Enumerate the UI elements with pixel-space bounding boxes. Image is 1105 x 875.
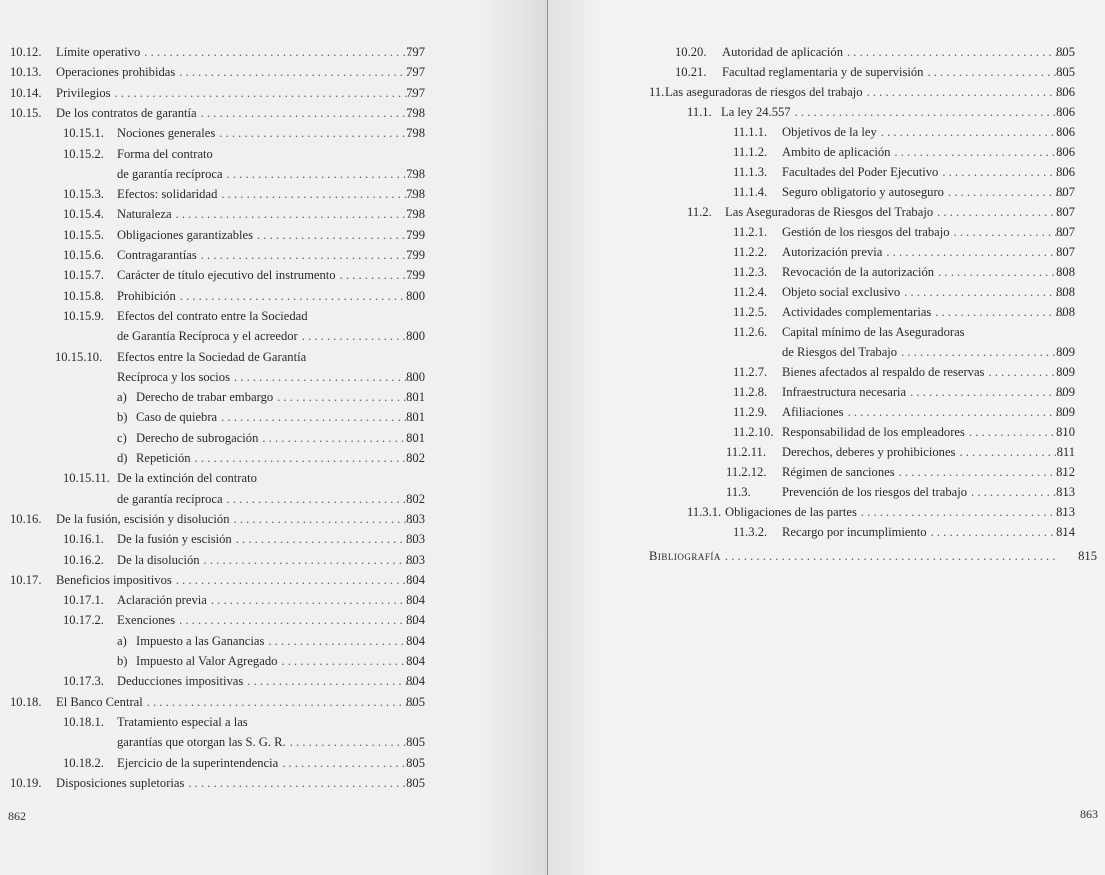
toc-entry-number: a): [117, 390, 127, 404]
toc-entry-number: 10.17.: [10, 573, 42, 587]
toc-entry-title: La ley 24.557: [721, 105, 791, 119]
toc-entry[interactable]: [548, 502, 1088, 522]
toc-entry-page: 800: [406, 289, 425, 303]
toc-entry-page: 807: [1056, 225, 1075, 239]
toc-entry-page: 799: [406, 248, 425, 262]
toc-entry-title: Obligaciones garantizables: [117, 228, 254, 242]
toc-entry-title-continued: de Garantía Recíproca y el acreedor: [117, 329, 298, 343]
dot-leader: [847, 42, 1068, 62]
dot-leader: [227, 164, 418, 184]
toc-entry[interactable]: [0, 144, 540, 164]
toc-entry-title: Ambito de aplicación: [782, 145, 891, 159]
toc-entry-number: 11.2.7.: [733, 365, 768, 379]
toc-entry-number: 10.13.: [10, 65, 42, 79]
toc-entry-number: 10.15.3.: [63, 187, 104, 201]
toc-entry-title: Las Aseguradoras de Riesgos del Trabajo: [725, 205, 934, 219]
toc-entry-number: 10.19.: [10, 776, 42, 790]
toc-entry-title: Autoridad de aplicación: [722, 45, 843, 59]
toc-entry-number: 11.2.1.: [733, 225, 768, 239]
toc-entry-page: 805: [406, 735, 425, 749]
bibliography-label: Bibliografía: [649, 549, 721, 563]
page-number-right: 863: [1080, 807, 1098, 821]
toc-entry[interactable]: [0, 509, 540, 529]
toc-entry-title: Recargo por incumplimiento: [782, 525, 927, 539]
toc-entry[interactable]: [0, 712, 540, 732]
toc-entry-title: Límite operativo: [56, 45, 141, 59]
toc-entry-page: 809: [1056, 385, 1075, 399]
toc-entry-number: 10.15.11.: [63, 471, 110, 485]
toc-entry[interactable]: [0, 651, 540, 671]
toc-entry[interactable]: [548, 282, 1088, 302]
toc-entry-number: 10.20.: [675, 45, 707, 59]
dot-leader: [257, 225, 418, 245]
toc-entry[interactable]: [0, 62, 540, 82]
toc-entry[interactable]: [0, 428, 540, 448]
toc-entry[interactable]: [0, 631, 540, 651]
toc-entry-continuation[interactable]: [0, 326, 540, 346]
toc-entry-page: 797: [406, 65, 425, 79]
toc-entry[interactable]: [548, 362, 1088, 382]
dot-leader: [179, 610, 418, 630]
toc-entry-title: Disposiciones supletorias: [56, 776, 185, 790]
toc-entry[interactable]: [548, 322, 1088, 342]
toc-entry-number: 11.1.3.: [733, 165, 768, 179]
toc-entry[interactable]: [0, 753, 540, 773]
toc-entry-title: Responsabilidad de los empleadores: [782, 425, 965, 439]
toc-entry-page: 798: [406, 207, 425, 221]
toc-entry-title: Afiliaciones: [782, 405, 844, 419]
toc-entry-number: 11.1.2.: [733, 145, 768, 159]
toc-entry[interactable]: [548, 402, 1088, 422]
toc-entry-title: Carácter de título ejecutivo del instrumento: [117, 268, 336, 282]
dot-leader: [219, 123, 418, 143]
toc-entry[interactable]: [548, 42, 1088, 62]
toc-entry[interactable]: [0, 407, 540, 427]
toc-entry[interactable]: [0, 550, 540, 570]
toc-entry-title: Caso de quiebra: [136, 410, 218, 424]
toc-entry-title-continued: Recíproca y los socios: [117, 370, 230, 384]
dot-leader: [176, 204, 418, 224]
dot-leader: [201, 103, 418, 123]
toc-entry-number: 10.17.1.: [63, 593, 104, 607]
toc-entry[interactable]: [0, 225, 540, 245]
toc-entry-number: 10.21.: [675, 65, 707, 79]
toc-entry-number: c): [117, 431, 127, 445]
toc-entry-title: Privilegios: [56, 86, 111, 100]
toc-entry-title: Bienes afectados al respaldo de reservas: [782, 365, 985, 379]
toc-entry-number: 10.16.1.: [63, 532, 104, 546]
toc-entry-title: Derecho de subrogación: [136, 431, 259, 445]
toc-entry-page: 814: [1056, 525, 1075, 539]
dot-leader: [901, 342, 1068, 362]
toc-entry-number: 10.15.10.: [55, 350, 103, 364]
toc-entry[interactable]: [548, 122, 1088, 142]
toc-entry-title: Ejercicio de la superintendencia: [117, 756, 279, 770]
toc-entry-title: El Banco Central: [56, 695, 143, 709]
toc-entry[interactable]: [0, 245, 540, 265]
toc-entry[interactable]: [0, 692, 540, 712]
dot-leader: [115, 83, 418, 103]
toc-entry-title: Aclaración previa: [117, 593, 207, 607]
toc-entry-title: Efectos entre la Sociedad de Garantía: [117, 350, 307, 364]
toc-entry[interactable]: [0, 448, 540, 468]
toc-entry[interactable]: [0, 306, 540, 326]
dot-leader: [886, 242, 1068, 262]
toc-entry-title: Tratamiento especial a las: [117, 715, 248, 729]
dot-leader: [188, 773, 418, 793]
toc-entry-page: 806: [1056, 125, 1075, 139]
toc-entry[interactable]: [0, 286, 540, 306]
toc-entry-page: 812: [1056, 465, 1075, 479]
toc-entry-page: 801: [406, 410, 425, 424]
dot-leader: [180, 286, 418, 306]
toc-entry-page: 805: [406, 695, 425, 709]
toc-entry-title: Efectos del contrato entre la Sociedad: [117, 309, 308, 323]
dot-leader: [236, 529, 418, 549]
toc-entry[interactable]: [548, 522, 1088, 542]
toc-entry-title: Forma del contrato: [117, 147, 213, 161]
toc-entry[interactable]: [0, 123, 540, 143]
dot-leader: [247, 671, 418, 691]
toc-entry[interactable]: [0, 387, 540, 407]
toc-entry-page: 813: [1056, 505, 1075, 519]
dot-leader: [899, 462, 1068, 482]
toc-entry-title: Gestión de los riesgos del trabajo: [782, 225, 950, 239]
toc-entry-number: 11.1.4.: [733, 185, 768, 199]
toc-entry-page: 801: [406, 390, 425, 404]
dot-leader: [234, 367, 418, 387]
toc-entry-page: 806: [1056, 85, 1075, 99]
toc-entry-title-continued: de garantía recíproca: [117, 492, 223, 506]
toc-entry-page: 799: [406, 228, 425, 242]
toc-entry-number: 10.18.1.: [63, 715, 104, 729]
dot-leader: [201, 245, 418, 265]
toc-entry-number: a): [117, 634, 127, 648]
dot-leader: [221, 407, 418, 427]
toc-entry-title: Beneficios impositivos: [56, 573, 172, 587]
toc-entry[interactable]: [0, 83, 540, 103]
toc-entry-title: Capital mínimo de las Aseguradoras: [782, 325, 965, 339]
left-page: [0, 0, 548, 875]
toc-entry-number: 11.1.: [687, 105, 712, 119]
toc-entry-title: Exenciones: [117, 613, 176, 627]
toc-entry-page: 813: [1056, 485, 1075, 499]
toc-entry-page: 802: [406, 451, 425, 465]
toc-entry-number: 11.2.8.: [733, 385, 768, 399]
toc-entry-page: 806: [1056, 145, 1075, 159]
toc-entry-continuation[interactable]: [548, 342, 1088, 362]
toc-entry-continuation[interactable]: [0, 732, 540, 752]
toc-entry-page: 798: [406, 187, 425, 201]
toc-entry[interactable]: [548, 102, 1088, 122]
toc-entry-number: b): [117, 410, 128, 424]
toc-entry-page: 808: [1056, 305, 1075, 319]
toc-entry-number: 11.3.1.: [687, 505, 722, 519]
toc-entry[interactable]: [0, 347, 540, 367]
toc-entry[interactable]: [0, 773, 540, 793]
toc-entry-number: 10.18.2.: [63, 756, 104, 770]
toc-entry-title: Impuesto al Valor Agregado: [136, 654, 278, 668]
toc-entry-page: 805: [1056, 65, 1075, 79]
toc-entry[interactable]: [548, 482, 1088, 502]
toc-entry-number: 10.15.8.: [63, 289, 104, 303]
toc-entry-number: 10.15.5.: [63, 228, 104, 242]
toc-entry[interactable]: [0, 468, 540, 488]
toc-entry-number: 10.16.2.: [63, 553, 104, 567]
toc-entry-number: 11.2.5.: [733, 305, 768, 319]
toc-entry-page: 798: [406, 126, 425, 140]
toc-entry[interactable]: [0, 42, 540, 62]
toc-entry-page: 806: [1056, 165, 1075, 179]
dot-leader: [147, 692, 418, 712]
toc-entry-number: 11.2.11.: [726, 445, 766, 459]
toc-entry-title-continued: de Riesgos del Trabajo: [782, 345, 898, 359]
toc-entry-number: 10.15.2.: [63, 147, 104, 161]
toc-entry-page: 797: [406, 86, 425, 100]
toc-entry-title: De la disolución: [117, 553, 200, 567]
toc-entry-number: 10.14.: [10, 86, 42, 100]
right-page: [548, 0, 1105, 875]
toc-entry-title: Operaciones prohibidas: [56, 65, 176, 79]
toc-entry-page: 805: [406, 756, 425, 770]
toc-entry[interactable]: [0, 529, 540, 549]
toc-entry-title-continued: garantías que otorgan las S. G. R.: [117, 735, 286, 749]
toc-entry-number: b): [117, 654, 128, 668]
dot-leader: [221, 184, 418, 204]
dot-leader: [867, 82, 1068, 102]
toc-entry-title: Prohibición: [117, 289, 176, 303]
toc-entry[interactable]: [548, 462, 1088, 482]
toc-entry-number: 11.3.2.: [733, 525, 768, 539]
toc-entry-page: 809: [1056, 365, 1075, 379]
bibliography-page: 815: [1078, 549, 1097, 563]
toc-entry-title: Objetivos de la ley: [782, 125, 877, 139]
toc-entry-title: Efectos: solidaridad: [117, 187, 218, 201]
toc-entry-title: Nociones generales: [117, 126, 216, 140]
dot-leader: [204, 550, 418, 570]
toc-entry-page: 804: [406, 674, 425, 688]
toc-entry-page: 810: [1056, 425, 1075, 439]
dot-leader: [234, 509, 419, 529]
toc-entry-title: Infraestructura necesaria: [782, 385, 907, 399]
toc-entry-number: 11.1.1.: [733, 125, 768, 139]
toc-entry-number: 11.2.2.: [733, 245, 768, 259]
toc-entry-title: Régimen de sanciones: [782, 465, 895, 479]
dot-leader: [904, 282, 1068, 302]
toc-entry-number: 10.15.1.: [63, 126, 104, 140]
toc-entry-number: 11.2.9.: [733, 405, 768, 419]
toc-entry-page: 804: [406, 613, 425, 627]
toc-entry-title: Facultad reglamentaria y de supervisión: [722, 65, 924, 79]
toc-entry-page: 801: [406, 431, 425, 445]
toc-entry-page: 800: [406, 329, 425, 343]
toc-entry-number: 11.2.10.: [733, 425, 774, 439]
toc-entry-page: 803: [406, 553, 425, 567]
toc-entry-page: 809: [1056, 345, 1075, 359]
toc-entry[interactable]: [0, 610, 540, 630]
toc-entry-page: 811: [1056, 445, 1075, 459]
toc-entry-title: Revocación de la autorización: [782, 265, 935, 279]
toc-entry-title: Derechos, deberes y prohibiciones: [782, 445, 956, 459]
toc-entry-page: 803: [406, 512, 425, 526]
toc-entry-page: 807: [1056, 205, 1075, 219]
dot-leader: [861, 502, 1068, 522]
toc-entry-page: 802: [406, 492, 425, 506]
toc-entry-page: 809: [1056, 405, 1075, 419]
toc-entry-page: 808: [1056, 265, 1075, 279]
toc-entry-number: 11.2.4.: [733, 285, 768, 299]
toc-entry-page: 808: [1056, 285, 1075, 299]
dot-leader: [725, 546, 1055, 566]
dot-leader: [176, 570, 418, 590]
toc-entry-page: 807: [1056, 185, 1075, 199]
dot-leader: [179, 62, 418, 82]
toc-entry-page: 798: [406, 167, 425, 181]
toc-entry-page: 798: [406, 106, 425, 120]
toc-entry-number: d): [117, 451, 128, 465]
toc-entry-number: 10.17.2.: [63, 613, 104, 627]
toc-entry[interactable]: [548, 242, 1088, 262]
toc-entry[interactable]: [548, 262, 1088, 282]
toc-entry-number: 10.15.7.: [63, 268, 104, 282]
toc-entry-page: 804: [406, 634, 425, 648]
dot-leader: [795, 102, 1068, 122]
toc-entry-number: 11.: [649, 85, 665, 99]
toc-entry-continuation[interactable]: [0, 164, 540, 184]
toc-entry[interactable]: [0, 570, 540, 590]
toc-entry[interactable]: [0, 671, 540, 691]
toc-entry-number: 11.2.3.: [733, 265, 768, 279]
toc-entry-title: De los contratos de garantía: [56, 106, 197, 120]
toc-entry-number: 11.3.: [726, 485, 751, 499]
dot-leader: [227, 489, 418, 509]
toc-entry[interactable]: [548, 182, 1088, 202]
toc-entry-title: Prevención de los riesgos del trabajo: [782, 485, 968, 499]
toc-entry-title: Autorización previa: [782, 245, 883, 259]
dot-leader: [144, 42, 418, 62]
toc-entry-title: Las aseguradoras de riesgos del trabajo: [665, 85, 863, 99]
dot-leader: [894, 142, 1068, 162]
toc-entry[interactable]: [548, 442, 1088, 462]
toc-entry-continuation[interactable]: [0, 489, 540, 509]
toc-entry[interactable]: [0, 184, 540, 204]
toc-entry-title: De la fusión, escisión y disolución: [56, 512, 230, 526]
toc-entry-page: 804: [406, 593, 425, 607]
dot-leader: [881, 122, 1068, 142]
toc-entry-page: 805: [406, 776, 425, 790]
toc-entry-page: 797: [406, 45, 425, 59]
toc-entry-title: Naturaleza: [117, 207, 172, 221]
toc-entry-title: Impuesto a las Ganancias: [136, 634, 265, 648]
toc-entry-title-continued: de garantía recíproca: [117, 167, 223, 181]
toc-entry-number: 11.2.12.: [726, 465, 767, 479]
toc-entry[interactable]: [548, 222, 1088, 242]
toc-entry-title: Derecho de trabar embargo: [136, 390, 274, 404]
toc-entry-page: 806: [1056, 105, 1075, 119]
toc-entry-title: Obligaciones de las partes: [725, 505, 857, 519]
toc-entry-title: Actividades complementarias: [782, 305, 932, 319]
toc-entry-continuation[interactable]: [0, 367, 540, 387]
toc-entry[interactable]: [548, 82, 1088, 102]
toc-entry-page: 803: [406, 532, 425, 546]
toc-entry[interactable]: [0, 204, 540, 224]
toc-entry-title: Objeto social exclusivo: [782, 285, 901, 299]
toc-entry-number: 10.15.6.: [63, 248, 104, 262]
toc-entry-bibliography[interactable]: [649, 546, 1097, 566]
toc-entry-page: 804: [406, 573, 425, 587]
toc-entry-page: 807: [1056, 245, 1075, 259]
toc-entry-page: 805: [1056, 45, 1075, 59]
toc-entry[interactable]: [548, 162, 1088, 182]
toc-entry-title: Contragarantías: [117, 248, 197, 262]
toc-entry[interactable]: [548, 202, 1088, 222]
toc-entry[interactable]: [548, 302, 1088, 322]
toc-entry-title: De la fusión y escisión: [117, 532, 232, 546]
toc-entry-number: 10.15.9.: [63, 309, 104, 323]
dot-leader: [848, 402, 1068, 422]
toc-entry[interactable]: [548, 382, 1088, 402]
toc-entry[interactable]: [548, 62, 1088, 82]
toc-entry[interactable]: [548, 422, 1088, 442]
toc-entry-title: Facultades del Poder Ejecutivo: [782, 165, 939, 179]
toc-entry[interactable]: [0, 265, 540, 285]
toc-entry[interactable]: [0, 103, 540, 123]
toc-entry-page: 799: [406, 268, 425, 282]
dot-leader: [195, 448, 418, 468]
toc-entry[interactable]: [548, 142, 1088, 162]
toc-entry-page: 804: [406, 654, 425, 668]
page-number-left: 862: [8, 809, 26, 823]
toc-entry-number: 10.15.4.: [63, 207, 104, 221]
toc-entry-number: 10.12.: [10, 45, 42, 59]
toc-entry-number: 11.2.6.: [733, 325, 768, 339]
toc-entry-number: 10.18.: [10, 695, 42, 709]
toc-entry-title: Seguro obligatorio y autoseguro: [782, 185, 944, 199]
toc-entry-title: Repetición: [136, 451, 191, 465]
toc-entry-number: 10.17.3.: [63, 674, 104, 688]
dot-leader: [211, 590, 418, 610]
toc-entry-number: 10.15.: [10, 106, 42, 120]
toc-entry[interactable]: [0, 590, 540, 610]
toc-entry-number: 11.2.: [687, 205, 712, 219]
toc-entry-title: De la extinción del contrato: [117, 471, 257, 485]
toc-entry-number: 10.16.: [10, 512, 42, 526]
toc-entry-page: 800: [406, 370, 425, 384]
toc-entry-title: Deducciones impositivas: [117, 674, 244, 688]
